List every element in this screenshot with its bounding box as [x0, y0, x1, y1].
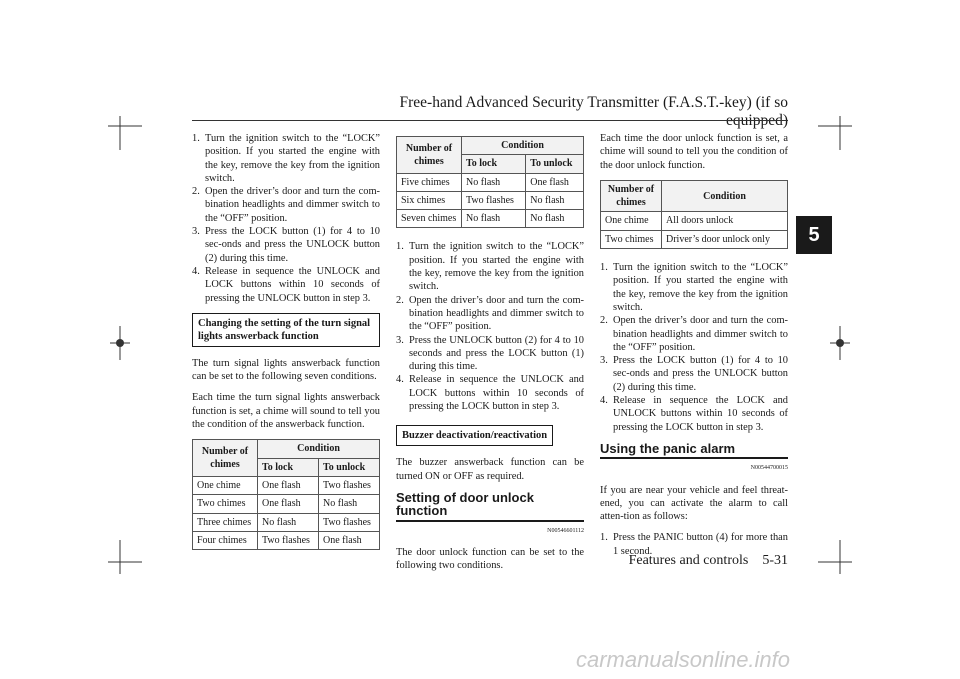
subsection-heading: Buzzer deactivation/reactivation: [396, 425, 553, 446]
col-to-unlock: To unlock: [526, 155, 584, 173]
column-1: [192, 132, 380, 560]
step: 3. Press the LOCK button (1) for 4 to 10 sec-onds and press the UNLOCK button (2) during this time.: [600, 355, 788, 393]
step: 1. Press the PANIC button (4) for more than 1 second.: [600, 532, 788, 557]
table-row: Two chimes One flash No flash: [193, 495, 380, 513]
col-to-lock: To lock: [258, 458, 319, 476]
procedure-steps: [192, 132, 380, 305]
step: 4. Release in sequence the LOCK and UNLOCK buttons within 10 seconds of pressing the LOCK button in step 3.: [600, 395, 788, 433]
subsection-heading: Changing the setting of the turn signal lights answerback function: [192, 313, 380, 347]
page-header-title: Free-hand Advanced Security Transmitter (F.A.S.T.-key) (if so equipped): [399, 94, 788, 129]
col-condition: Condition: [662, 180, 788, 212]
col-condition: Condition: [462, 137, 584, 155]
step: 2. Open the driver’s door and turn the com-bination headlights and dimmer switch to the “OFF” position.: [396, 294, 584, 333]
answerback-table: [192, 439, 380, 550]
watermark: carmanualsonline.info: [576, 647, 791, 672]
table-row: Two chimes Driver’s door unlock only: [601, 230, 788, 248]
col-number-of-chimes: Number of chimes: [397, 137, 462, 174]
paragraph: Each time the turn signal lights answerback function is set, a chime will sound to tell you the condition of the answerback function.: [192, 392, 380, 431]
step: 1. Turn the ignition switch to the “LOCK” position. If you started the engine with the key, remove the key from the ignition switch.: [600, 262, 788, 313]
col-number-of-chimes: Number of chimes: [601, 180, 662, 212]
column-2: [396, 132, 584, 580]
step: 4. Release in sequence the UNLOCK and LOCK buttons within 10 seconds of pressing the UNLOCK button in step 3.: [192, 265, 380, 304]
table-row: One chime One flash Two flashes: [193, 476, 380, 494]
chapter-tab: 5: [796, 216, 832, 254]
page-footer: [600, 553, 788, 569]
table-row: Three chimes No flash Two flashes: [193, 513, 380, 531]
reference-code: N00544700015: [750, 465, 788, 472]
step: 4. Release in sequence the UNLOCK and LOCK buttons within 10 seconds of pressing the LOCK button in step 3.: [396, 374, 584, 413]
page-number: 5-31: [762, 553, 788, 568]
step: 2. Open the driver’s door and turn the com-bination headlights and dimmer switch to the “OFF” position.: [600, 315, 788, 353]
table-row: Seven chimes No flash No flash: [397, 210, 584, 228]
table-row: One chime All doors unlock: [601, 212, 788, 230]
step: 1. Turn the ignition switch to the “LOCK” position. If you started the engine with the key, remove the key from the ignition switch.: [192, 133, 380, 184]
step: 2. Open the driver’s door and turn the com-bination headlights and dimmer switch to the “OFF” position.: [192, 186, 380, 224]
column-3: [600, 132, 788, 566]
table-row: Six chimes Two flashes No flash: [397, 191, 584, 209]
step: 3. Press the LOCK button (1) for 4 to 10 sec-onds and press the UNLOCK button (2) during this time.: [192, 226, 380, 264]
step: 1. Turn the ignition switch to the “LOCK” position. If you started the engine with the key, remove the key from the ignition switch.: [396, 241, 584, 293]
col-to-unlock: To unlock: [319, 458, 380, 476]
col-number-of-chimes: Number of chimes: [193, 440, 258, 477]
paragraph: Each time the door unlock function is set, a chime will sound to tell you the condition of the door unlock function.: [600, 133, 788, 171]
paragraph: The turn signal lights answerback function can be set to the following seven conditions.: [192, 357, 380, 383]
paragraph: The buzzer answerback function can be turned ON or OFF as required.: [396, 457, 584, 482]
section-heading: Using the panic alarm: [600, 442, 788, 459]
reference-code: N00546601112: [547, 527, 584, 534]
answerback-table-continued: [396, 136, 584, 228]
procedure-steps: [600, 261, 788, 434]
table-row: Five chimes No flash One flash: [397, 173, 584, 191]
header-rule: [192, 120, 788, 121]
paragraph: If you are near your vehicle and feel threat-ened, you can activate the alarm to call atten-tion as follows:: [600, 484, 788, 523]
door-unlock-table: [600, 180, 788, 249]
table-row: Four chimes Two flashes One flash: [193, 531, 380, 549]
step: 3. Press the UNLOCK button (2) for 4 to 10 seconds and press the LOCK button (1) during this time.: [396, 334, 584, 373]
footer-section: Features and controls: [628, 553, 749, 568]
col-condition: Condition: [258, 440, 380, 458]
section-heading: Setting of door unlock function: [396, 491, 584, 522]
procedure-steps: [396, 240, 584, 413]
paragraph: The door unlock function can be set to the following two conditions.: [396, 546, 584, 572]
col-to-lock: To lock: [462, 155, 526, 173]
